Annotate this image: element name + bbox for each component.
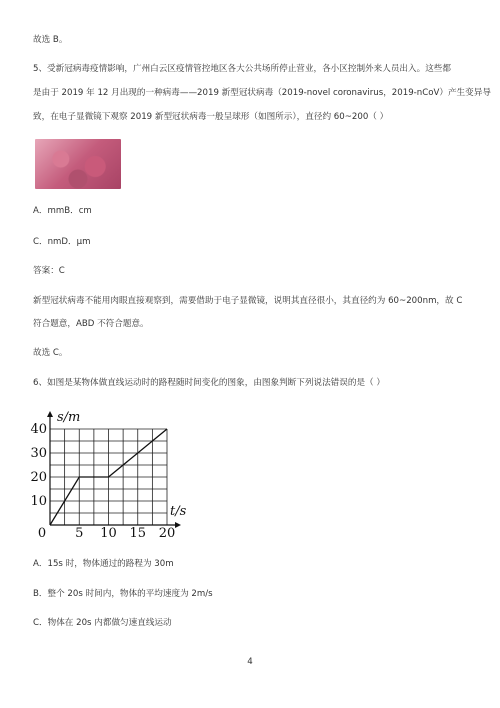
x-axis-arrow bbox=[175, 522, 181, 528]
y-tick-label: 30 bbox=[30, 446, 47, 461]
coronavirus-image bbox=[35, 139, 121, 189]
q6-option-a: A．15s 时，物体通过的路程为 30m bbox=[33, 559, 174, 569]
line-prev-conclusion: 故选 B。 bbox=[33, 35, 68, 45]
y-axis-label: s/m bbox=[57, 410, 81, 425]
x-tick-label: 20 bbox=[158, 526, 176, 541]
y-tick-label: 10 bbox=[30, 494, 47, 509]
x-tick-label: 10 bbox=[100, 526, 117, 541]
q5-stem-line-2: 是由于 2019 年 12 月出现的一种病毒——2019 新型冠状病毒（2019-novel coronavirus，2019-nCoV）产生变异导 bbox=[33, 88, 491, 98]
y-tick-label: 40 bbox=[30, 422, 47, 437]
q5-option-ab: A．mmB．cm bbox=[33, 206, 92, 216]
q5-explanation-line-1: 新型冠状病毒不能用肉眼直接观察到，需要借助于电子显微镜，说明其直径很小，其直径约为 60~200nm，故 C bbox=[33, 296, 463, 306]
x-tick-label: 5 bbox=[75, 526, 84, 541]
y-axis-arrow bbox=[47, 411, 53, 417]
x-tick-label: 15 bbox=[129, 526, 147, 541]
q6-stem: 6、如图是某物体做直线运动时的路程随时间变化的图象，由图象判断下列说法错误的是（ ） bbox=[33, 378, 385, 388]
page-number: 4 bbox=[247, 657, 253, 667]
q5-stem-line-3: 致，在电子显微镜下观察 2019 新型冠状病毒一般呈球形（如图所示），直径约 60~200（ ） bbox=[33, 112, 389, 122]
q5-answer: 答案：C bbox=[33, 266, 65, 276]
y-tick-label: 20 bbox=[30, 470, 47, 485]
q5-option-cd: C．nmD．μm bbox=[33, 237, 91, 247]
q6-option-b: B．整个 20s 时间内，物体的平均速度为 2m/s bbox=[33, 589, 213, 599]
q5-explanation-line-2: 符合题意，ABD 不符合题意。 bbox=[33, 319, 149, 329]
q5-conclusion: 故选 C。 bbox=[33, 348, 68, 358]
distance-time-chart bbox=[30, 404, 200, 544]
x-axis-label: t/s bbox=[170, 504, 187, 519]
q6-option-c: C．物体在 20s 内都做匀速直线运动 bbox=[33, 618, 172, 628]
q5-stem-line-1: 5、受新冠病毒疫情影响，广州白云区疫情管控地区各大公共场所停止营业，各小区控制外来人员出入。这些都 bbox=[33, 64, 451, 74]
x-tick-label: 0 bbox=[37, 526, 47, 541]
